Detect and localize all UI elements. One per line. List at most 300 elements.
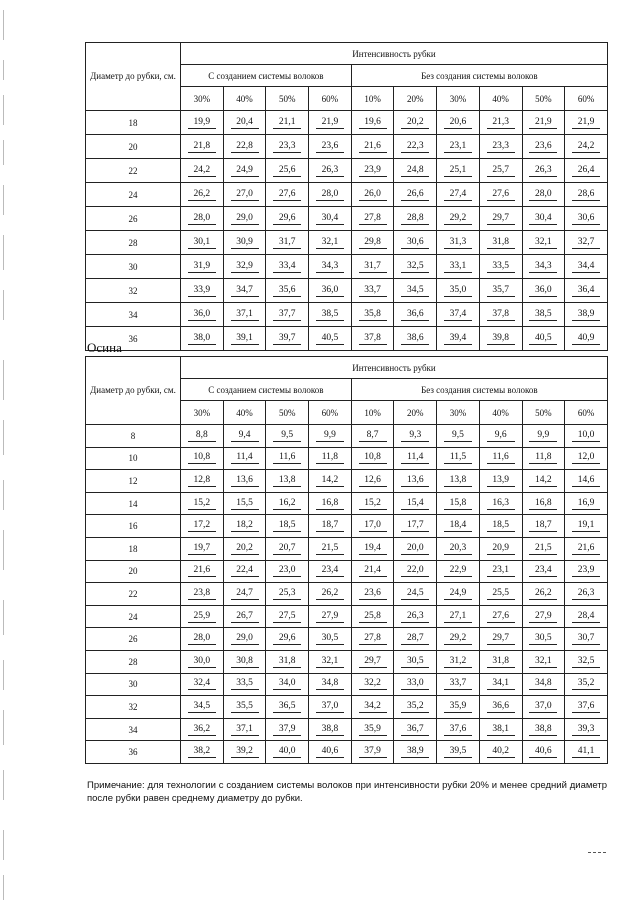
- value-cell: [309, 183, 352, 207]
- diameter-cell: 20: [86, 135, 181, 159]
- value-text: 23,3: [273, 141, 301, 153]
- value-cell: [437, 628, 480, 651]
- value-cell: [351, 605, 394, 628]
- value-text: 38,0: [188, 333, 216, 345]
- value-cell: [522, 628, 565, 651]
- percent-header-cell: 30%: [437, 87, 480, 111]
- value-text: 12,8: [188, 475, 216, 487]
- value-cell: [309, 696, 352, 719]
- value-cell: [565, 583, 608, 606]
- value-cell: [479, 537, 522, 560]
- value-text: 39,5: [444, 746, 472, 758]
- value-cell: [181, 515, 224, 538]
- value-text: 38,8: [316, 724, 344, 736]
- value-text: 37,6: [572, 701, 600, 713]
- value-text: 19,7: [188, 543, 216, 555]
- percent-header-cell: 60%: [565, 401, 608, 425]
- value-cell: [181, 231, 224, 255]
- value-text: 30,7: [572, 633, 600, 645]
- value-text: 40,6: [529, 746, 557, 758]
- value-text: 35,7: [487, 285, 515, 297]
- value-cell: [181, 303, 224, 327]
- value-cell: [394, 207, 437, 231]
- table-species-1: [85, 42, 608, 351]
- footnote: Примечание: для технологии с созданием системы волоков при интенсивности рубки 20% и менее средний диаметр после рубки равен среднему диаметру до рубки.: [87, 780, 607, 804]
- value-text: 36,6: [401, 309, 429, 321]
- value-text: 19,9: [188, 117, 216, 129]
- value-text: 27,9: [529, 611, 557, 623]
- value-text: 29,7: [359, 656, 387, 668]
- value-text: 25,9: [188, 611, 216, 623]
- value-cell: [522, 159, 565, 183]
- value-cell: [223, 492, 266, 515]
- value-text: 9,9: [529, 430, 557, 442]
- value-cell: [223, 560, 266, 583]
- value-cell: [351, 560, 394, 583]
- value-text: 9,6: [487, 430, 515, 442]
- value-cell: [223, 628, 266, 651]
- value-text: 19,6: [359, 117, 387, 129]
- value-cell: [181, 650, 224, 673]
- value-text: 36,0: [316, 285, 344, 297]
- table-row: [86, 492, 608, 515]
- value-text: 30,0: [188, 656, 216, 668]
- value-cell: [394, 135, 437, 159]
- value-text: 32,5: [401, 261, 429, 273]
- group-with-header: С созданием системы волоков: [181, 379, 352, 401]
- value-text: 20,9: [487, 543, 515, 555]
- value-text: 38,9: [572, 309, 600, 321]
- diameter-cell: 36: [86, 741, 181, 764]
- value-text: 21,1: [273, 117, 301, 129]
- value-text: 26,6: [401, 189, 429, 201]
- value-cell: [479, 255, 522, 279]
- value-text: 23,9: [359, 165, 387, 177]
- value-text: 19,4: [359, 543, 387, 555]
- value-text: 17,2: [188, 520, 216, 532]
- value-cell: [522, 327, 565, 351]
- value-text: 30,5: [529, 633, 557, 645]
- value-text: 30,6: [572, 213, 600, 225]
- value-cell: [479, 741, 522, 764]
- value-cell: [351, 515, 394, 538]
- value-text: 35,8: [359, 309, 387, 321]
- value-text: 36,4: [572, 285, 600, 297]
- value-text: 28,6: [572, 189, 600, 201]
- value-cell: [223, 605, 266, 628]
- value-text: 30,8: [231, 656, 259, 668]
- value-cell: [309, 605, 352, 628]
- table-row: [86, 447, 608, 470]
- value-text: 35,6: [273, 285, 301, 297]
- value-text: 29,2: [444, 633, 472, 645]
- value-text: 20,0: [401, 543, 429, 555]
- value-text: 32,5: [572, 656, 600, 668]
- value-cell: [309, 628, 352, 651]
- value-text: 36,5: [273, 701, 301, 713]
- value-cell: [266, 537, 309, 560]
- value-cell: [394, 303, 437, 327]
- value-text: 24,7: [231, 588, 259, 600]
- value-text: 33,7: [444, 678, 472, 690]
- value-cell: [309, 303, 352, 327]
- value-cell: [565, 183, 608, 207]
- value-cell: [223, 425, 266, 448]
- value-text: 34,1: [487, 678, 515, 690]
- value-text: 23,9: [572, 565, 600, 577]
- value-cell: [309, 231, 352, 255]
- value-cell: [565, 537, 608, 560]
- value-text: 34,3: [529, 261, 557, 273]
- value-cell: [437, 560, 480, 583]
- value-text: 21,6: [188, 565, 216, 577]
- value-text: 14,6: [572, 475, 600, 487]
- value-text: 34,0: [273, 678, 301, 690]
- diameter-cell: 32: [86, 696, 181, 719]
- group-without-header: Без создания системы волоков: [351, 379, 607, 401]
- diameter-cell: 30: [86, 255, 181, 279]
- value-text: 28,0: [188, 633, 216, 645]
- value-cell: [522, 515, 565, 538]
- table-row: [86, 696, 608, 719]
- value-text: 31,8: [487, 656, 515, 668]
- table-row: [86, 628, 608, 651]
- diameter-cell: 12: [86, 470, 181, 493]
- value-text: 20,2: [401, 117, 429, 129]
- value-cell: [309, 135, 352, 159]
- value-cell: [522, 207, 565, 231]
- value-cell: [565, 605, 608, 628]
- value-cell: [351, 231, 394, 255]
- diameter-cell: 26: [86, 628, 181, 651]
- value-text: 35,0: [444, 285, 472, 297]
- value-text: 39,7: [273, 333, 301, 345]
- value-text: 35,9: [359, 724, 387, 736]
- value-cell: [266, 135, 309, 159]
- value-cell: [394, 650, 437, 673]
- value-text: 34,4: [572, 261, 600, 273]
- value-cell: [522, 537, 565, 560]
- diameter-cell: 26: [86, 207, 181, 231]
- value-cell: [394, 696, 437, 719]
- value-text: 33,0: [401, 678, 429, 690]
- value-cell: [394, 605, 437, 628]
- value-cell: [223, 303, 266, 327]
- diameter-cell: 34: [86, 303, 181, 327]
- value-text: 28,7: [401, 633, 429, 645]
- value-cell: [351, 207, 394, 231]
- value-cell: [309, 207, 352, 231]
- value-cell: [479, 673, 522, 696]
- value-text: 37,1: [231, 724, 259, 736]
- value-cell: [309, 718, 352, 741]
- value-cell: [181, 327, 224, 351]
- value-text: 23,6: [359, 588, 387, 600]
- value-cell: [181, 159, 224, 183]
- value-cell: [565, 718, 608, 741]
- value-cell: [437, 279, 480, 303]
- value-text: 26,3: [401, 611, 429, 623]
- value-cell: [181, 492, 224, 515]
- value-text: 25,6: [273, 165, 301, 177]
- value-cell: [266, 673, 309, 696]
- value-text: 31,7: [273, 237, 301, 249]
- value-cell: [223, 470, 266, 493]
- value-cell: [479, 515, 522, 538]
- value-cell: [351, 628, 394, 651]
- value-text: 8,7: [359, 430, 387, 442]
- value-cell: [266, 718, 309, 741]
- value-text: 23,6: [529, 141, 557, 153]
- value-cell: [223, 255, 266, 279]
- value-cell: [181, 255, 224, 279]
- value-cell: [479, 303, 522, 327]
- table-row: [86, 650, 608, 673]
- value-cell: [394, 628, 437, 651]
- percent-header-cell: 60%: [309, 87, 352, 111]
- value-text: 13,9: [487, 475, 515, 487]
- value-cell: [266, 583, 309, 606]
- value-text: 28,0: [316, 189, 344, 201]
- value-cell: [266, 425, 309, 448]
- value-cell: [181, 207, 224, 231]
- value-text: 29,8: [359, 237, 387, 249]
- value-cell: [351, 650, 394, 673]
- value-cell: [437, 605, 480, 628]
- value-cell: [479, 718, 522, 741]
- value-cell: [437, 537, 480, 560]
- value-text: 13,8: [444, 475, 472, 487]
- value-text: 28,0: [188, 213, 216, 225]
- value-text: 30,5: [401, 656, 429, 668]
- table-body: [86, 425, 608, 764]
- value-cell: [309, 279, 352, 303]
- value-text: 22,8: [231, 141, 259, 153]
- value-cell: [437, 111, 480, 135]
- value-text: 10,0: [572, 430, 600, 442]
- value-cell: [437, 673, 480, 696]
- percent-header-cell: 10%: [351, 401, 394, 425]
- value-cell: [309, 425, 352, 448]
- percent-header-cell: 40%: [479, 401, 522, 425]
- value-text: 33,4: [273, 261, 301, 273]
- value-text: 22,4: [231, 565, 259, 577]
- value-text: 9,3: [401, 430, 429, 442]
- value-cell: [223, 650, 266, 673]
- value-text: 26,3: [316, 165, 344, 177]
- table-row: [86, 279, 608, 303]
- value-cell: [223, 718, 266, 741]
- value-text: 26,2: [529, 588, 557, 600]
- value-text: 18,4: [444, 520, 472, 532]
- table-row: [86, 605, 608, 628]
- percent-header-cell: 30%: [437, 401, 480, 425]
- diameter-cell: 18: [86, 537, 181, 560]
- value-text: 31,8: [487, 237, 515, 249]
- percent-header-cell: 10%: [351, 87, 394, 111]
- value-cell: [266, 492, 309, 515]
- value-text: 38,6: [401, 333, 429, 345]
- value-text: 32,1: [316, 237, 344, 249]
- value-text: 16,8: [529, 498, 557, 510]
- percent-header-cell: 50%: [522, 87, 565, 111]
- value-text: 24,5: [401, 588, 429, 600]
- value-text: 40,0: [273, 746, 301, 758]
- value-text: 18,5: [487, 520, 515, 532]
- value-cell: [565, 207, 608, 231]
- value-text: 9,5: [273, 430, 301, 442]
- value-cell: [394, 718, 437, 741]
- value-text: 40,5: [529, 333, 557, 345]
- value-cell: [394, 447, 437, 470]
- table-row: [86, 470, 608, 493]
- value-text: 32,1: [529, 237, 557, 249]
- value-cell: [522, 560, 565, 583]
- value-text: 27,8: [359, 633, 387, 645]
- value-cell: [565, 159, 608, 183]
- value-cell: [394, 492, 437, 515]
- value-text: 27,1: [444, 611, 472, 623]
- value-cell: [565, 470, 608, 493]
- value-text: 23,3: [487, 141, 515, 153]
- value-cell: [266, 279, 309, 303]
- diameter-cell: 18: [86, 111, 181, 135]
- value-cell: [394, 425, 437, 448]
- value-cell: [437, 135, 480, 159]
- value-cell: [522, 425, 565, 448]
- diameter-cell: 10: [86, 447, 181, 470]
- value-text: 37,8: [487, 309, 515, 321]
- value-cell: [394, 231, 437, 255]
- value-cell: [565, 135, 608, 159]
- value-cell: [266, 560, 309, 583]
- value-cell: [309, 447, 352, 470]
- value-cell: [223, 673, 266, 696]
- value-cell: [266, 111, 309, 135]
- value-cell: [181, 628, 224, 651]
- value-text: 16,3: [487, 498, 515, 510]
- value-cell: [309, 111, 352, 135]
- value-text: 11,8: [316, 452, 344, 464]
- value-cell: [565, 303, 608, 327]
- value-text: 34,5: [188, 701, 216, 713]
- value-text: 30,1: [188, 237, 216, 249]
- value-text: 38,2: [188, 746, 216, 758]
- value-text: 13,8: [273, 475, 301, 487]
- value-text: 21,5: [316, 543, 344, 555]
- value-cell: [309, 470, 352, 493]
- table-row: [86, 673, 608, 696]
- value-text: 31,8: [273, 656, 301, 668]
- value-cell: [522, 741, 565, 764]
- value-cell: [479, 628, 522, 651]
- diameter-cell: 22: [86, 159, 181, 183]
- value-cell: [479, 111, 522, 135]
- value-text: 20,4: [231, 117, 259, 129]
- value-text: 29,7: [487, 213, 515, 225]
- value-cell: [351, 183, 394, 207]
- value-cell: [437, 231, 480, 255]
- diameter-cell: 34: [86, 718, 181, 741]
- value-cell: [437, 492, 480, 515]
- value-cell: [437, 583, 480, 606]
- value-text: 24,8: [401, 165, 429, 177]
- value-cell: [437, 470, 480, 493]
- value-text: 21,4: [359, 565, 387, 577]
- value-cell: [565, 231, 608, 255]
- value-cell: [522, 605, 565, 628]
- percent-header-cell: 50%: [522, 401, 565, 425]
- value-cell: [181, 696, 224, 719]
- value-text: 10,8: [359, 452, 387, 464]
- value-cell: [181, 673, 224, 696]
- value-cell: [223, 537, 266, 560]
- value-text: 26,7: [231, 611, 259, 623]
- value-cell: [479, 159, 522, 183]
- value-text: 37,6: [444, 724, 472, 736]
- value-text: 15,4: [401, 498, 429, 510]
- value-text: 35,2: [572, 678, 600, 690]
- table-row: [86, 111, 608, 135]
- value-cell: [479, 279, 522, 303]
- value-cell: [394, 560, 437, 583]
- value-text: 24,9: [444, 588, 472, 600]
- value-text: 21,9: [529, 117, 557, 129]
- value-cell: [351, 537, 394, 560]
- value-cell: [351, 696, 394, 719]
- value-text: 21,9: [316, 117, 344, 129]
- value-cell: [522, 279, 565, 303]
- value-cell: [181, 583, 224, 606]
- diameter-header: Диаметр до рубки, см.: [86, 357, 181, 425]
- value-text: 21,5: [529, 543, 557, 555]
- value-cell: [223, 447, 266, 470]
- value-text: 32,1: [529, 656, 557, 668]
- value-cell: [522, 470, 565, 493]
- percent-header-cell: 30%: [181, 87, 224, 111]
- value-text: 39,8: [487, 333, 515, 345]
- value-text: 39,4: [444, 333, 472, 345]
- value-cell: [437, 207, 480, 231]
- value-text: 9,4: [231, 430, 259, 442]
- value-text: 37,7: [273, 309, 301, 321]
- value-text: 21,8: [188, 141, 216, 153]
- value-cell: [437, 696, 480, 719]
- value-text: 37,0: [529, 701, 557, 713]
- diameter-cell: 24: [86, 183, 181, 207]
- value-cell: [565, 255, 608, 279]
- value-cell: [351, 159, 394, 183]
- value-text: 27,6: [487, 189, 515, 201]
- value-cell: [437, 447, 480, 470]
- value-cell: [351, 303, 394, 327]
- value-cell: [351, 583, 394, 606]
- value-text: 28,0: [529, 189, 557, 201]
- value-text: 27,6: [487, 611, 515, 623]
- value-text: 26,0: [359, 189, 387, 201]
- value-cell: [223, 583, 266, 606]
- value-text: 32,1: [316, 656, 344, 668]
- percent-header-cell: 60%: [309, 401, 352, 425]
- value-cell: [437, 515, 480, 538]
- value-cell: [351, 425, 394, 448]
- value-text: 37,0: [316, 701, 344, 713]
- value-cell: [394, 741, 437, 764]
- value-cell: [266, 741, 309, 764]
- value-text: 34,8: [529, 678, 557, 690]
- table-row: [86, 741, 608, 764]
- value-text: 27,4: [444, 189, 472, 201]
